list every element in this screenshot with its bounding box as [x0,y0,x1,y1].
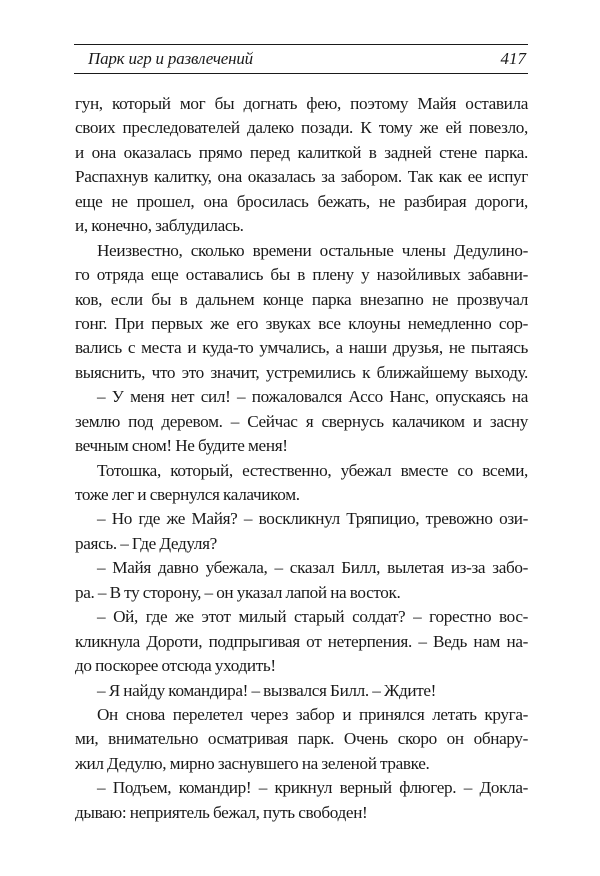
text-line: до поскорее отсюда уходить! [75,656,276,676]
text-line: своих преследователей далеко позади. К тому же ей повезло, [75,118,528,138]
text-line: Неизвестно, сколько времени остальные члены Дедулино- [97,240,528,260]
text-line: вечным сном! Не будите меня! [75,436,288,456]
running-header-title: Парк игр и развлечений [88,49,253,68]
text-line: Он снова перелетел через забор и принялся летать круга- [97,704,528,724]
text-line: – У меня нет сил! – пожаловался Ассо Нанс, опускаясь на [97,387,528,407]
text-line: Тотошка, который, естественно, убежал вместе со всеми, [97,460,528,480]
text-line: – Но где же Майя? – воскликнул Тряпицио, тревожно ози- [97,509,528,529]
text-line: ра. – В ту сторону, – он указал лапой на восток. [75,582,401,602]
text-line: ков, если бы в дальнем конце парка внезапно не прозвучал [75,289,528,309]
running-header [74,44,528,74]
text-line: и, конечно, заблудилась. [75,216,244,236]
text-line: кликнула Дороти, подпрыгивая от нетерпения. – Ведь нам на- [75,631,528,651]
text-line: еще не прошел, она бросилась бежать, не разбирая дороги, [75,191,528,211]
text-line: жил Дедулю, мирно заснувшего на зеленой травке. [75,753,430,773]
text-line: гун, который мог бы догнать фею, поэтому Майя оставила [75,94,528,113]
text-line: го отряда еще оставались бы в плену у назойливых забавни- [75,265,528,285]
text-line: – Я найду командира! – вызвался Билл. – Ждите! [97,680,437,700]
body-text [75,92,528,825]
text-line: – Подъем, командир! – крикнул верный флюгер. – Докла- [97,778,528,798]
text-line: – Майя давно убежала, – сказал Билл, вылетая из-за забо- [97,558,528,578]
text-line: гонг. При первых же его звуках все клоуны немедленно сор- [75,313,528,333]
text-line: дываю: неприятель бежал, путь свободен! [75,802,368,822]
text-line: выяснить, что это значит, устремились к ближайшему выходу. [75,362,528,382]
text-line: Распахнув калитку, она оказалась за забором. Так как ее испуг [75,167,528,187]
text-line: вались с места и куда-то умчались, а наши друзья, не пытаясь [75,338,528,358]
text-line: и она оказалась прямо перед калиткой в задней стене парка. [75,142,528,162]
text-line: тоже лег и свернулся калачиком. [75,485,300,504]
page-number: 417 [500,49,526,68]
text-line: ми, внимательно осматривая парк. Очень скоро он обнару- [75,729,528,749]
text-line: – Ой, где же этот милый старый солдат? – горестно вос- [97,607,528,627]
text-line: землю под деревом. – Сейчас я свернусь калачиком и засну [75,411,528,431]
text-line: раясь. – Где Дедуля? [75,533,217,553]
